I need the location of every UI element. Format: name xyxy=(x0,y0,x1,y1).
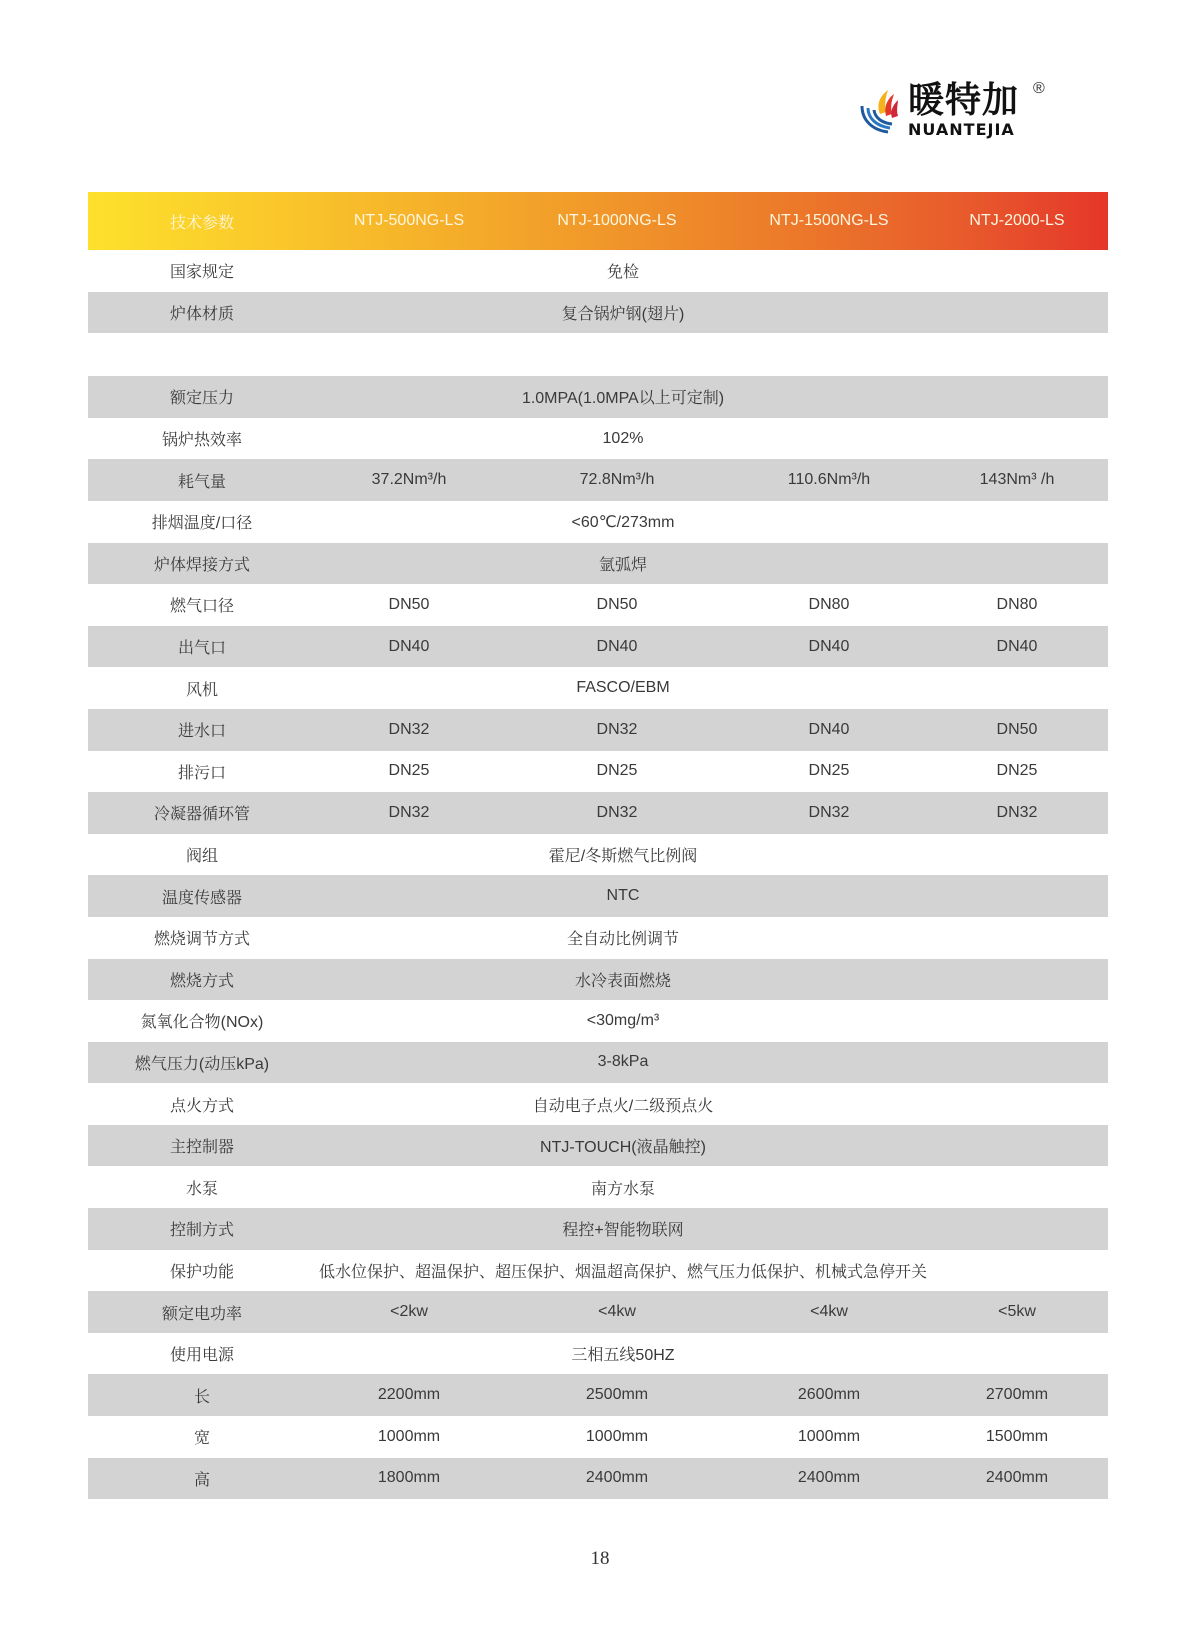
row-value: 1000mm xyxy=(585,1427,649,1445)
row-value: DN32 xyxy=(808,803,850,821)
table-row xyxy=(88,1166,1108,1208)
row-label: 水泵 xyxy=(185,1180,218,1198)
brand-name-en: NUANTEJIA xyxy=(908,120,1015,139)
row-value-merged: <30mg/m³ xyxy=(586,1011,660,1029)
table-row xyxy=(88,1125,1108,1167)
row-label: 炉体材质 xyxy=(169,305,234,323)
row-label: 炉体焊接方式 xyxy=(153,556,250,574)
table-row xyxy=(88,1291,1108,1333)
table-row xyxy=(88,584,1108,626)
row-value: 143Nm³ /h xyxy=(979,471,1055,489)
row-value: DN50 xyxy=(996,720,1038,738)
row-label: 锅炉热效率 xyxy=(161,432,242,450)
table-row xyxy=(88,751,1108,793)
table-row xyxy=(88,1458,1108,1500)
row-value-merged: 氩弧焊 xyxy=(598,556,647,574)
row-value: DN32 xyxy=(388,720,430,738)
row-value-merged: 3-8kPa xyxy=(597,1053,649,1071)
row-value-merged: 免检 xyxy=(606,264,639,282)
row-label: 保护功能 xyxy=(169,1263,234,1281)
row-value-merged: 程控+智能物联网 xyxy=(562,1222,684,1240)
row-label: 排烟温度/口径 xyxy=(151,515,253,533)
row-value: DN25 xyxy=(808,762,850,780)
row-label: 高 xyxy=(193,1471,210,1489)
table-row xyxy=(88,1333,1108,1375)
row-label: 风机 xyxy=(185,681,218,699)
row-value-merged: 自动电子点火/二级预点火 xyxy=(532,1097,714,1115)
table-row xyxy=(88,418,1108,460)
header-cell-model: NTJ-500NG-LS xyxy=(353,212,465,229)
row-value: DN32 xyxy=(596,720,638,738)
row-label: 燃烧调节方式 xyxy=(153,931,250,949)
row-value: DN32 xyxy=(996,803,1038,821)
row-value: DN40 xyxy=(996,637,1038,655)
row-value-merged: 低水位保护、超温保护、超压保护、烟温超高保护、燃气压力低保护、机械式急停开关 xyxy=(318,1263,927,1281)
registered-mark: ® xyxy=(1033,80,1045,97)
row-value: DN25 xyxy=(996,762,1038,780)
table-row xyxy=(88,1000,1108,1042)
row-value: DN40 xyxy=(808,637,850,655)
row-label: 使用电源 xyxy=(169,1347,234,1365)
row-label: 额定压力 xyxy=(169,390,234,408)
table-row xyxy=(88,959,1108,1001)
row-value: 37.2Nm³/h xyxy=(371,471,447,489)
table-row xyxy=(88,1042,1108,1084)
spec-table xyxy=(88,192,1108,1499)
row-label: 燃气压力(动压kPa) xyxy=(134,1055,270,1073)
header-cell-model: NTJ-2000-LS xyxy=(969,212,1065,229)
row-value: 1000mm xyxy=(797,1427,861,1445)
table-row xyxy=(88,917,1108,959)
table-row xyxy=(88,459,1108,501)
table-row xyxy=(88,543,1108,585)
table-row xyxy=(88,1374,1108,1416)
table-row xyxy=(88,1416,1108,1458)
row-value: DN80 xyxy=(808,595,850,613)
row-label: 长 xyxy=(193,1388,210,1406)
row-label: 出气口 xyxy=(177,640,226,658)
row-value: DN40 xyxy=(596,637,638,655)
row-value: 2600mm xyxy=(797,1386,861,1404)
table-header-row xyxy=(88,192,1108,250)
row-label: 燃气口径 xyxy=(169,598,234,616)
row-value-merged: FASCO/EBM xyxy=(576,679,670,697)
row-value: DN50 xyxy=(388,595,430,613)
row-value: DN32 xyxy=(596,803,638,821)
row-value: 72.8Nm³/h xyxy=(579,471,655,489)
row-value-merged: 三相五线50HZ xyxy=(571,1347,675,1365)
table-row xyxy=(88,792,1108,834)
row-value: <2kw xyxy=(390,1303,428,1321)
row-value: <4kw xyxy=(598,1303,636,1321)
brand-logo xyxy=(858,80,1058,140)
row-label: 氮氧化合物(NOx) xyxy=(140,1014,264,1032)
row-label: 控制方式 xyxy=(169,1222,234,1240)
row-label: 温度传感器 xyxy=(161,889,242,907)
row-label: 冷凝器循环管 xyxy=(153,806,250,824)
row-value-merged: 复合锅炉钢(翅片) xyxy=(561,305,685,323)
row-label: 燃烧方式 xyxy=(169,972,234,990)
row-label: 阀组 xyxy=(185,848,218,866)
row-label: 主控制器 xyxy=(169,1139,234,1157)
table-row xyxy=(88,875,1108,917)
row-value: 1800mm xyxy=(377,1469,441,1487)
table-row xyxy=(88,626,1108,668)
row-value: 1500mm xyxy=(985,1427,1049,1445)
row-value: 2400mm xyxy=(797,1469,861,1487)
row-value: <4kw xyxy=(810,1303,848,1321)
row-label: 国家规定 xyxy=(169,264,234,282)
row-value: 110.6Nm³/h xyxy=(787,471,871,489)
page-number: 18 xyxy=(590,1548,610,1569)
row-value: DN25 xyxy=(596,762,638,780)
table-row xyxy=(88,834,1108,876)
header-cell-model: NTJ-1000NG-LS xyxy=(557,212,677,229)
row-label: 额定电功率 xyxy=(161,1305,242,1323)
table-row xyxy=(88,250,1108,292)
flame-wave-logo-icon xyxy=(858,86,906,136)
table-row xyxy=(88,1250,1108,1292)
row-label: 进水口 xyxy=(177,723,226,741)
row-value-merged: 102% xyxy=(602,429,644,447)
table-row xyxy=(88,667,1108,709)
header-cell-model: NTJ-1500NG-LS xyxy=(769,212,889,229)
row-label: 宽 xyxy=(193,1430,210,1448)
row-value-merged: 霍尼/冬斯燃气比例阀 xyxy=(548,848,698,866)
row-value: 1000mm xyxy=(377,1427,441,1445)
row-value: 2700mm xyxy=(985,1386,1049,1404)
row-value-merged: NTJ-TOUCH(液晶触控) xyxy=(540,1139,706,1157)
row-label: 耗气量 xyxy=(177,473,226,491)
row-value: DN80 xyxy=(996,595,1038,613)
table-row xyxy=(88,1208,1108,1250)
table-row xyxy=(88,709,1108,751)
row-value: DN32 xyxy=(388,803,430,821)
row-value: 2200mm xyxy=(377,1386,441,1404)
row-label: 排污口 xyxy=(177,764,226,782)
row-value-merged: 1.0MPA(1.0MPA以上可定制) xyxy=(521,390,725,408)
table-row xyxy=(88,292,1108,334)
table-spacer-row xyxy=(88,333,1108,376)
row-value-merged: 南方水泵 xyxy=(590,1180,655,1198)
table-row xyxy=(88,501,1108,543)
row-value-merged: <60℃/273mm xyxy=(571,513,675,531)
row-value: DN40 xyxy=(808,720,850,738)
row-value-merged: NTC xyxy=(606,887,640,905)
row-value: 2400mm xyxy=(985,1469,1049,1487)
row-value: DN50 xyxy=(596,595,638,613)
row-value-merged: 全自动比例调节 xyxy=(566,931,679,949)
row-value-merged: 水冷表面燃烧 xyxy=(574,972,671,990)
brand-name-cn: 暖特加 xyxy=(908,80,1020,121)
row-label: 点火方式 xyxy=(169,1097,234,1115)
row-value: 2500mm xyxy=(585,1386,649,1404)
row-value: DN25 xyxy=(388,762,430,780)
table-row xyxy=(88,1083,1108,1125)
table-row xyxy=(88,376,1108,418)
row-value: <5kw xyxy=(998,1303,1036,1321)
row-value: 2400mm xyxy=(585,1469,649,1487)
header-cell-param: 技术参数 xyxy=(169,214,234,232)
row-value: DN40 xyxy=(388,637,430,655)
